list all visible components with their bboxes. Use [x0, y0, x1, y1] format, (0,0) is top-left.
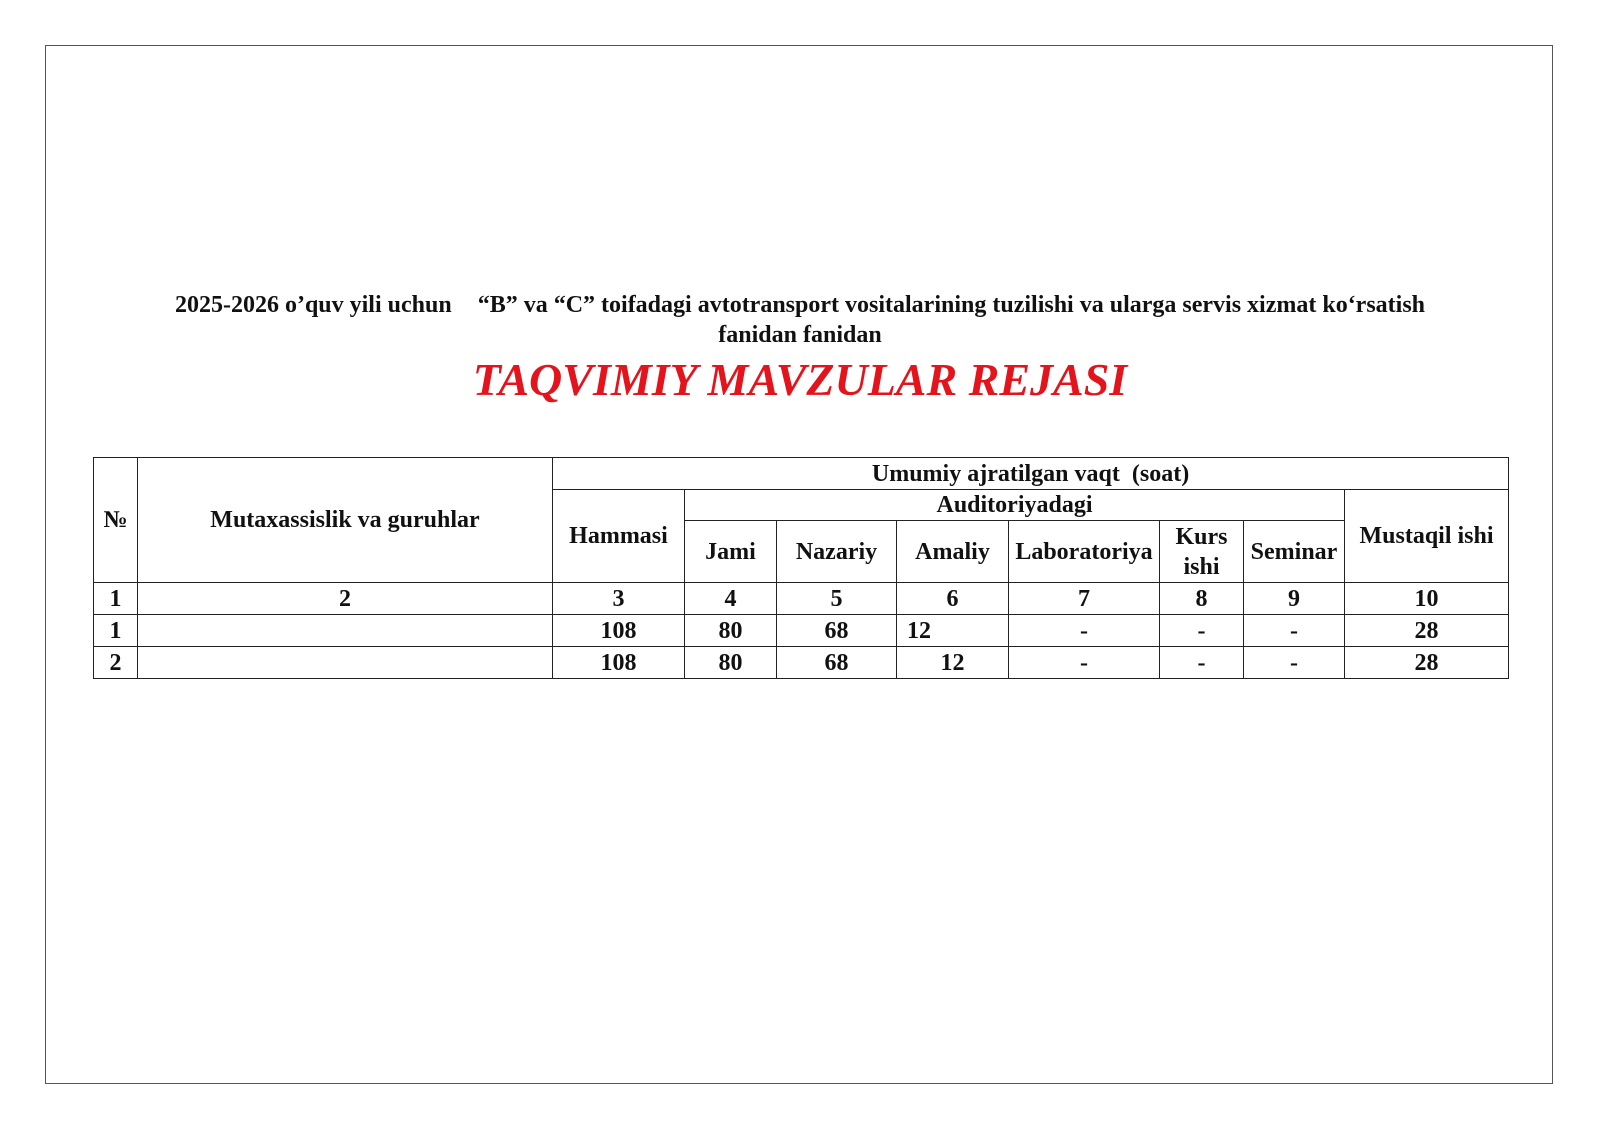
- practice-hours-cell: 12: [897, 615, 1009, 647]
- all-hours-cell: 108: [553, 647, 685, 679]
- column-number-cell: 9: [1244, 583, 1345, 615]
- practice-hours-cell: 12: [897, 647, 1009, 679]
- header-all: Hammasi: [553, 490, 685, 583]
- header-auditorium: Auditoriyadagi: [685, 490, 1345, 521]
- header-practice: Amaliy: [897, 521, 1009, 583]
- row-number-cell: 2: [94, 647, 138, 679]
- total-hours-cell: 80: [685, 615, 777, 647]
- seminar-hours-cell: -: [1244, 647, 1345, 679]
- column-number-cell: 8: [1160, 583, 1244, 615]
- independent-hours-cell: 28: [1345, 615, 1509, 647]
- total-hours-cell: 80: [685, 647, 777, 679]
- header-row-1: [94, 458, 1509, 490]
- laboratory-hours-cell: -: [1009, 615, 1160, 647]
- document-title: TAQVIMIY MAVZULAR REJASI: [472, 354, 1128, 405]
- theory-hours-cell: 68: [777, 647, 897, 679]
- column-number-cell: 6: [897, 583, 1009, 615]
- header-seminar: Seminar: [1244, 521, 1345, 583]
- specialty-cell: [138, 615, 553, 647]
- heading-line-1: [46, 290, 1554, 320]
- header-total: Jami: [685, 521, 777, 583]
- header-total-time: Umumiy ajratilgan vaqt (soat): [553, 458, 1509, 490]
- column-number-cell: 1: [94, 583, 138, 615]
- seminar-hours-cell: -: [1244, 615, 1345, 647]
- column-number-row: [94, 583, 1509, 615]
- column-number-cell: 10: [1345, 583, 1509, 615]
- column-number-cell: 7: [1009, 583, 1160, 615]
- independent-hours-cell: 28: [1345, 647, 1509, 679]
- header-independent: Mustaqil ishi: [1345, 490, 1509, 583]
- header-specialty: Mutaxassislik va guruhlar: [138, 458, 553, 583]
- column-number-cell: 3: [553, 583, 685, 615]
- row-number-cell: 1: [94, 615, 138, 647]
- laboratory-hours-cell: -: [1009, 647, 1160, 679]
- column-number-cell: 2: [138, 583, 553, 615]
- plan-table: [93, 457, 1509, 679]
- header-laboratory: Laboratoriya: [1009, 521, 1160, 583]
- header-theory: Nazariy: [777, 521, 897, 583]
- course-work-hours-cell: -: [1160, 647, 1244, 679]
- subject-heading: [46, 290, 1554, 350]
- column-number-cell: 5: [777, 583, 897, 615]
- subject-name-text: “B” va “C” toifadagi avtotransport vositalarining tuzilishi va ularga servis xizmat ko‘rsatish: [477, 292, 1426, 318]
- column-number-cell: 4: [685, 583, 777, 615]
- table-row: [94, 647, 1509, 679]
- header-number: №: [94, 458, 138, 583]
- all-hours-cell: 108: [553, 615, 685, 647]
- specialty-cell: [138, 647, 553, 679]
- table-row: [94, 615, 1509, 647]
- theory-hours-cell: 68: [777, 615, 897, 647]
- header-course-work: Kurs ishi: [1160, 521, 1244, 583]
- academic-year-text: 2025-2026 o’quv yili uchun: [174, 292, 452, 318]
- course-work-hours-cell: -: [1160, 615, 1244, 647]
- heading-line-2: fanidan fanidan: [718, 322, 882, 348]
